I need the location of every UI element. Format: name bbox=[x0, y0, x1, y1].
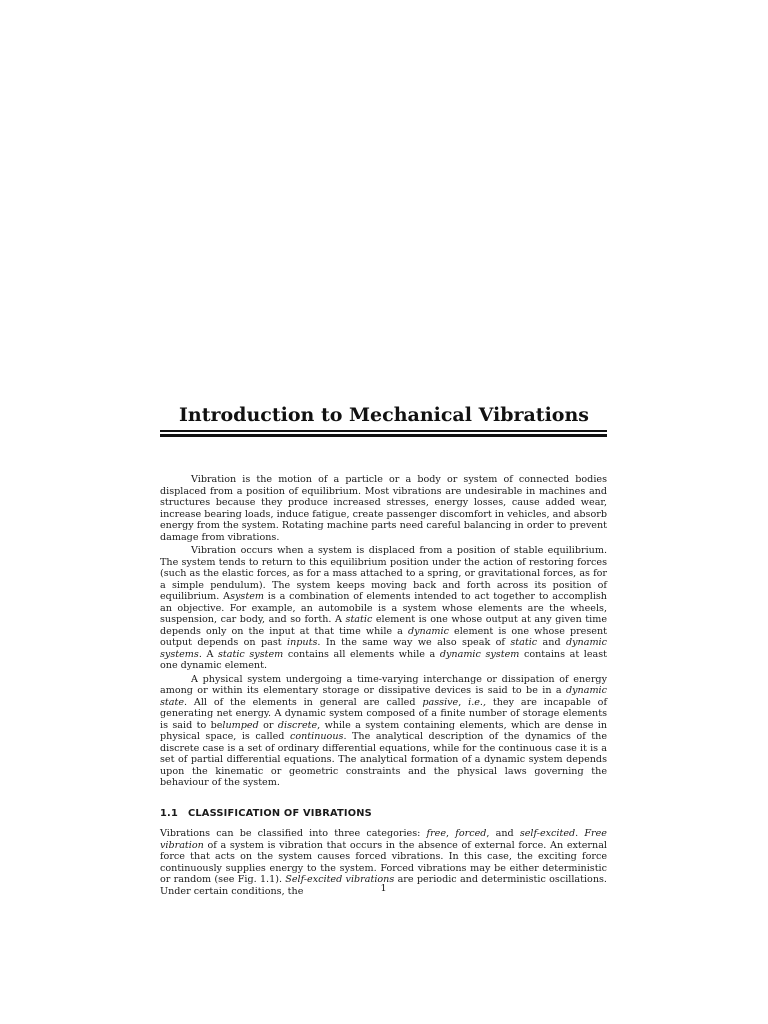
title-rule-thick bbox=[160, 434, 607, 437]
section-title: CLASSIFICATION OF VIBRATIONS bbox=[187, 807, 372, 819]
paragraph-1: Vibration is the motion of a particle or a body or system of connected bodies displaced from a position of equilibrium. Most vibrations are undesirable in machines and structures because they produce increased stresses, energy losses, cause added wear, increase bearing loads, induce fatigue, create passenger discomfort in vehicles, and absorb energy from the system. Rotating machine parts need careful balancing in order to prevent damage from vibrations. bbox=[160, 474, 607, 543]
paragraph-4: Vibrations can be classified into three categories: free, forced, and self-excited. Free vibration of a system is vibration that occurs in the absence of external force. An external force that acts on the system causes forced vibrations. In this case, the exciting force continuously supplies energy to the system. Forced vibrations may be either deterministic or random (see Fig. 1.1). Self-excited vibrations are periodic and deterministic oscillations. Under certain conditions, the bbox=[160, 828, 607, 897]
section-number: 1.1 bbox=[160, 807, 178, 819]
body-text bbox=[160, 474, 607, 899]
chapter-title: Introduction to Mechanical Vibrations bbox=[179, 404, 589, 426]
section-heading bbox=[160, 808, 607, 820]
paragraph-3: A physical system undergoing a time-varying interchange or dissipation of energy among or within its elementary storage or dissipative devices is said to be in a dynamic state. All of the elements in general are called passive, i.e., they are incapable of generating net energy. A dynamic system composed of a finite number of storage elements is said to belumped or discrete, while a system containing elements, which are dense in physical space, is called continuous. The analytical description of the dynamics of the discrete case is a set of ordinary differential equations, while for the continuous case it is a set of partial differential equations. The analytical formation of a dynamic system depends upon the kinematic or geometric constraints and the physical laws governing the behaviour of the system. bbox=[160, 673, 607, 788]
paragraph-2: Vibration occurs when a system is displaced from a position of stable equilibrium. The system tends to return to this equilibrium position under the action of restoring forces (such as the elastic forces, as for a mass attached to a spring, or gravitational forces, as for a simple pendulum). The system keeps moving back and forth across its position of equilibrium. Asystem is a combination of elements intended to act together to accomplish an objective. For example, an automobile is a system whose elements are the wheels, suspension, car body, and so forth. A static element is one whose output at any given time depends only on the input at that time while a dynamic element is one whose present output depends on past inputs. In the same way we also speak of static and dynamic systems. A static system contains all elements while a dynamic system contains at least one dynamic element. bbox=[160, 545, 608, 671]
page-number: 1 bbox=[380, 883, 387, 894]
title-rule-thin bbox=[160, 430, 607, 432]
